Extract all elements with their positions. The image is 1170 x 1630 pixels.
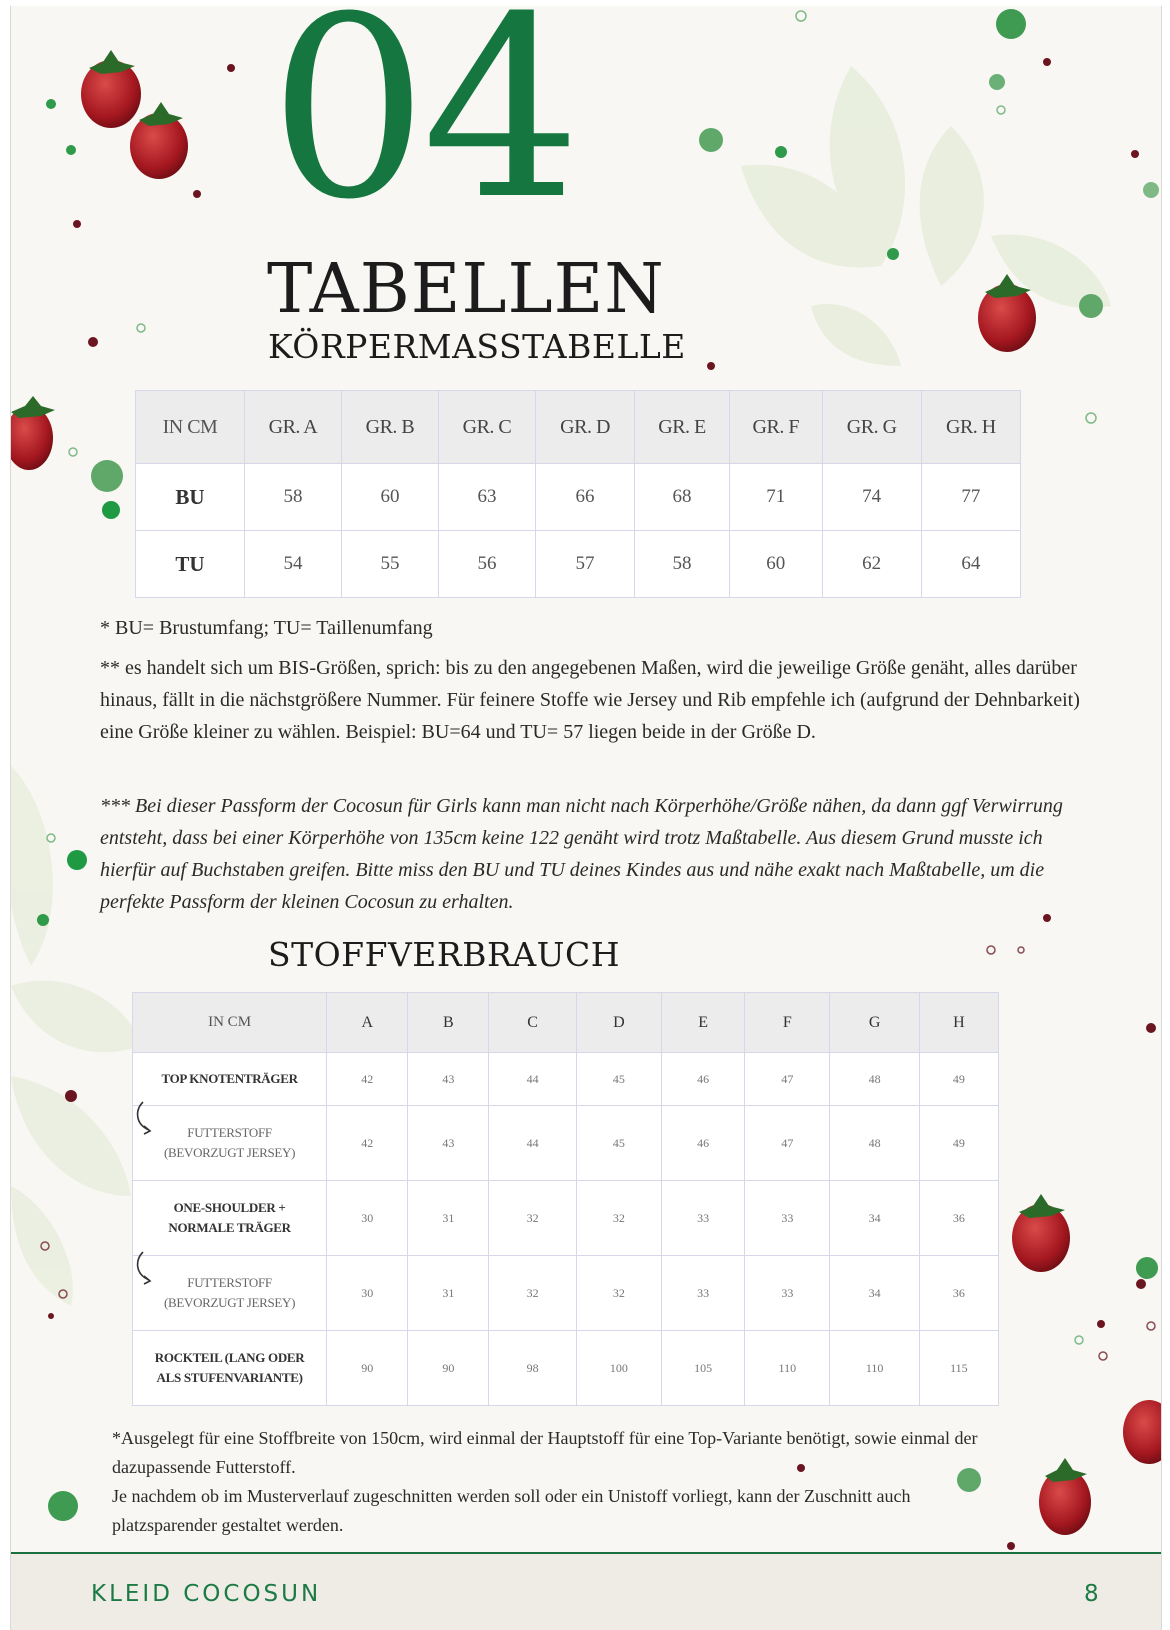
- table-cell: 33: [662, 1256, 745, 1331]
- table-header-label: IN CM: [136, 391, 245, 464]
- table-cell: 30: [327, 1256, 408, 1331]
- table-row: [133, 1106, 999, 1181]
- table-cell: 47: [745, 1053, 830, 1106]
- document-page: [10, 6, 1162, 1630]
- footer-title: KLEID COCOSUN: [91, 1581, 322, 1607]
- row-label-line: FUTTERSTOFF: [187, 1124, 272, 1140]
- table-cell: 68: [635, 464, 730, 531]
- table-cell: 32: [489, 1181, 576, 1256]
- row-label: TU: [136, 531, 245, 598]
- table-cell: 74: [822, 464, 921, 531]
- table-cell: 33: [662, 1181, 745, 1256]
- table-header-cell: E: [662, 993, 745, 1053]
- table-cell: 32: [576, 1181, 661, 1256]
- table-cell: 100: [576, 1331, 661, 1406]
- row-label: [133, 1053, 327, 1106]
- table-cell: 31: [408, 1181, 489, 1256]
- body-measurements-table: [135, 390, 1021, 598]
- note-text: ** es handelt sich um BIS-Größen, sprich: bis zu den angegebenen Maßen, wird die jeweilige Größe genäht, alles darüber hinaus, fällt in die nächstgrößere Nummer. Für feinere Stoffe wie Jersey und Rib empfehle ich (aufgrund der Dehnbarkeit) eine Größe kleiner zu wählen. Beispiel: BU=64 und TU= 57 liegen beide in der Größe D.: [100, 657, 1080, 743]
- table-cell: 115: [919, 1331, 998, 1406]
- table-row: [136, 531, 1021, 598]
- fabric-footnote: [112, 1424, 992, 1540]
- table-cell: 105: [662, 1331, 745, 1406]
- row-label-line: ROCKTEIL (LANG ODER: [154, 1349, 305, 1365]
- table-header-cell: A: [327, 993, 408, 1053]
- table-cell: 33: [745, 1181, 830, 1256]
- table-cell: 47: [745, 1106, 830, 1181]
- row-label: [133, 1256, 327, 1331]
- table-header-cell: G: [830, 993, 919, 1053]
- table-cell: 32: [489, 1256, 576, 1331]
- table-row: [136, 464, 1021, 531]
- note-text: *** Bei dieser Passform der Cocosun für Girls kann man nicht nach Körperhöhe/Größe nähen, da dann ggf Verwirrung entsteht, dass bei einer Körperhöhe von 135cm keine 122 genäht wird trotz Maßtabelle. Aus diesem Grund musste ich hierfür auf Buchstaben greifen. Bitte miss den BU und TU deines Kindes aus und nähe exakt nach Maßtabelle, um die perfekte Passform der kleinen Cocosun zu erhalten.: [100, 795, 1063, 913]
- note-size-explanation: [100, 652, 1080, 748]
- table-header-cell: GR. A: [244, 391, 341, 464]
- table-cell: 60: [729, 531, 822, 598]
- row-label-line: (BEVORZUGT JERSEY): [163, 1145, 296, 1160]
- table-cell: 43: [408, 1106, 489, 1181]
- note-text: * BU= Brustumfang; TU= Taillenumfang: [100, 617, 433, 639]
- table-cell: 31: [408, 1256, 489, 1331]
- table-row: [133, 1053, 999, 1106]
- table-header-cell: GR. E: [635, 391, 730, 464]
- table-header-cell: B: [408, 993, 489, 1053]
- table-header-cell: GR. B: [341, 391, 438, 464]
- row-label: [133, 1181, 327, 1256]
- table-cell: 90: [327, 1331, 408, 1406]
- table-cell: 63: [438, 464, 535, 531]
- table-cell: 34: [830, 1256, 919, 1331]
- table-cell: 49: [919, 1106, 998, 1181]
- table-cell: 45: [576, 1106, 661, 1181]
- row-label-line: TOP KNOTENTRÄGER: [161, 1070, 298, 1086]
- row-label-line: ONE-SHOULDER +: [173, 1199, 286, 1215]
- table-cell: 98: [489, 1331, 576, 1406]
- table-cell: 55: [341, 531, 438, 598]
- section-title: TABELLEN: [267, 250, 665, 329]
- table-cell: 66: [535, 464, 634, 531]
- table-header-cell: GR. D: [535, 391, 634, 464]
- leaf-decoration-top-right: [741, 66, 1111, 366]
- curved-arrow-icon: [135, 1250, 155, 1286]
- table-cell: 36: [919, 1256, 998, 1331]
- row-label-line: (BEVORZUGT JERSEY): [163, 1295, 296, 1310]
- fabric-consumption-title: STOFFVERBRAUCH: [268, 935, 621, 974]
- table-cell: 90: [408, 1331, 489, 1406]
- footnote-text: Je nachdem ob im Musterverlauf zugeschnitten werden soll oder ein Unistoff vorliegt, kann der Zuschnitt auch platzsparender gestaltet werden.: [112, 1486, 911, 1535]
- table-cell: 48: [830, 1106, 919, 1181]
- table-header-label: IN CM: [133, 993, 327, 1053]
- page-footer: [11, 1552, 1161, 1630]
- table-row: [133, 1256, 999, 1331]
- table-cell: 32: [576, 1256, 661, 1331]
- table-cell: 56: [438, 531, 535, 598]
- table-cell: 42: [327, 1053, 408, 1106]
- row-label-line: FUTTERSTOFF: [187, 1274, 272, 1290]
- table-cell: 33: [745, 1256, 830, 1331]
- table-header-cell: GR. H: [921, 391, 1020, 464]
- table-cell: 45: [576, 1053, 661, 1106]
- table-cell: 58: [244, 464, 341, 531]
- fabric-consumption-table: [132, 992, 999, 1406]
- chapter-number: 04: [269, 6, 576, 254]
- row-label: [133, 1331, 327, 1406]
- table-cell: 54: [244, 531, 341, 598]
- table-cell: 49: [919, 1053, 998, 1106]
- table-cell: 43: [408, 1053, 489, 1106]
- table-cell: 36: [919, 1181, 998, 1256]
- table-cell: 60: [341, 464, 438, 531]
- row-label: BU: [136, 464, 245, 531]
- body-measurements-title: KÖRPERMASSTABELLE: [268, 327, 686, 366]
- table-header-cell: D: [576, 993, 661, 1053]
- table-row: [133, 1181, 999, 1256]
- table-header-cell: GR. C: [438, 391, 535, 464]
- table-cell: 64: [921, 531, 1020, 598]
- note-fit-explanation: [100, 790, 1080, 918]
- table-cell: 46: [662, 1106, 745, 1181]
- table-cell: 48: [830, 1053, 919, 1106]
- row-label-line: NORMALE TRÄGER: [168, 1220, 291, 1235]
- table-cell: 77: [921, 464, 1020, 531]
- table-cell: 110: [745, 1331, 830, 1406]
- table-header-row: [133, 993, 999, 1053]
- table-cell: 30: [327, 1181, 408, 1256]
- table-cell: 42: [327, 1106, 408, 1181]
- table-cell: 44: [489, 1106, 576, 1181]
- table-cell: 62: [822, 531, 921, 598]
- table-cell: 58: [635, 531, 730, 598]
- note-abbreviations: [100, 612, 1080, 644]
- row-label-line: ALS STUFENVARIANTE): [156, 1370, 303, 1385]
- table-cell: 57: [535, 531, 634, 598]
- table-header-cell: H: [919, 993, 998, 1053]
- footnote-text: *Ausgelegt für eine Stoffbreite von 150cm, wird einmal der Hauptstoff für eine Top-Variante benötigt, sowie einmal der dazupassende Futterstoff.: [112, 1428, 978, 1477]
- page-number: 8: [1084, 1581, 1099, 1607]
- table-header-cell: C: [489, 993, 576, 1053]
- table-header-cell: GR. G: [822, 391, 921, 464]
- table-cell: 46: [662, 1053, 745, 1106]
- table-cell: 71: [729, 464, 822, 531]
- table-row: [133, 1331, 999, 1406]
- row-label: [133, 1106, 327, 1181]
- table-cell: 110: [830, 1331, 919, 1406]
- table-cell: 44: [489, 1053, 576, 1106]
- table-cell: 34: [830, 1181, 919, 1256]
- table-header-row: [136, 391, 1021, 464]
- curved-arrow-icon: [135, 1100, 155, 1136]
- table-header-cell: F: [745, 993, 830, 1053]
- table-header-cell: GR. F: [729, 391, 822, 464]
